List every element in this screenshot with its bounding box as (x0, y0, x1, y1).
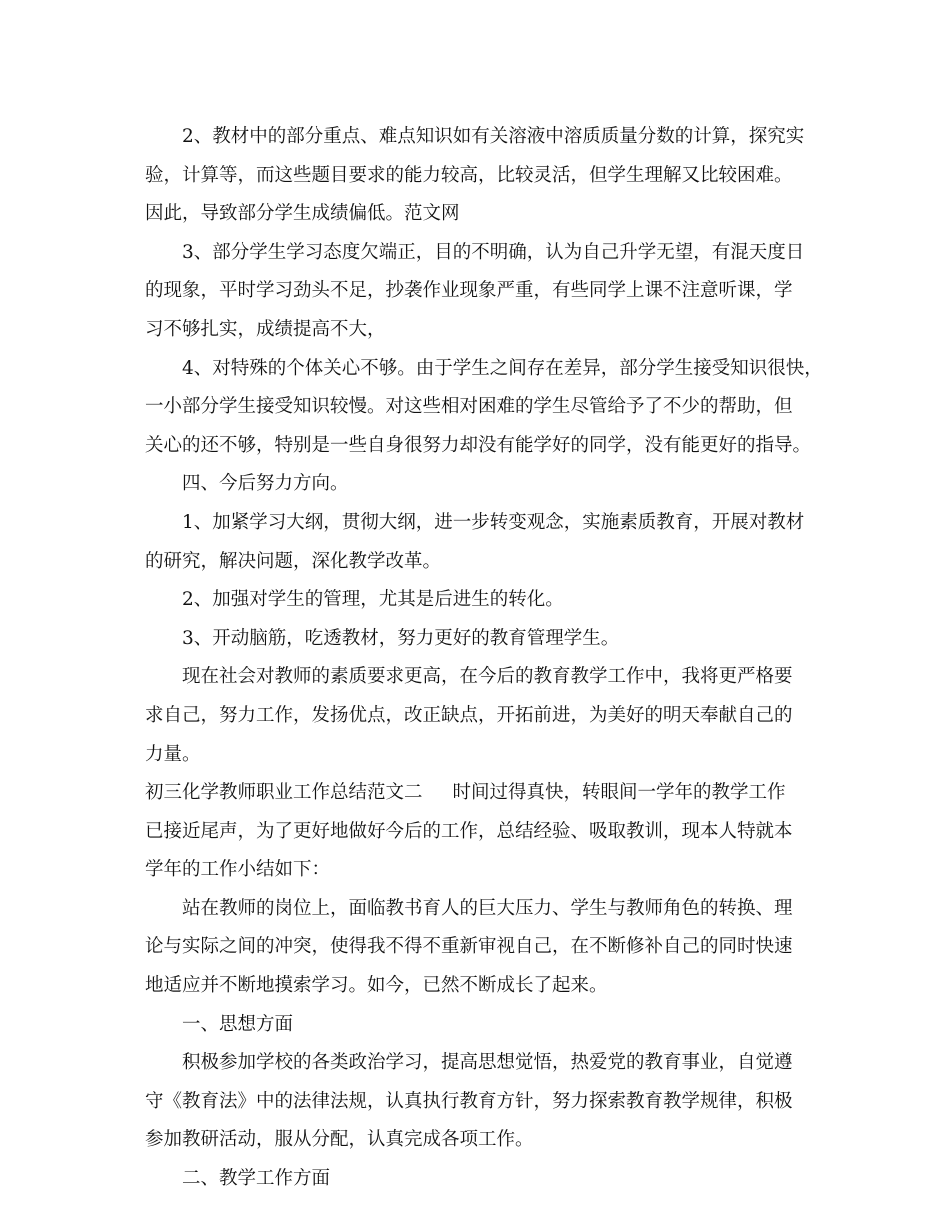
section-heading: 二、教学工作方面 (182, 1168, 331, 1190)
section-heading: 一、思想方面 (182, 1013, 294, 1035)
paragraph-line: 已接近尾声，为了更好地做好今后的工作，总结经验、吸取教训，现本人特就本 (145, 820, 793, 842)
paragraph-line: 验，计算等，而这些题目要求的能力较高，比较灵活，但学生理解又比较困难。 (145, 164, 793, 186)
paragraph-line: 现在社会对教师的素质要求更高，在今后的教育教学工作中，我将更严格要 (182, 666, 793, 688)
paragraph-line: 论与实际之间的冲突，使得我不得不重新审视自己，在不断修补自己的同时快速 (145, 936, 793, 958)
paragraph-line: 2、加强对学生的管理，尤其是后进生的转化。 (182, 589, 564, 611)
article-title: 初三化学教师职业工作总结范文二 (145, 782, 423, 804)
paragraph-line: 1、加紧学习大纲，贯彻大纲，进一步转变观念，实施素质教育，开展对教材 (182, 511, 805, 533)
paragraph-line: 习不够扎实，成绩提高不大， (145, 318, 386, 340)
paragraph-line: 一小部分学生接受知识较慢。对这些相对困难的学生尽管给予了不少的帮助，但 (145, 396, 793, 418)
paragraph-line: 2、教材中的部分重点、难点知识如有关溶液中溶质质量分数的计算，探究实 (182, 126, 805, 147)
paragraph-line: 参加教研活动，服从分配，认真完成各项工作。 (145, 1129, 534, 1151)
paragraph-line: 的研究，解决问题，深化教学改革。 (145, 550, 442, 572)
section-heading: 四、今后努力方向。 (182, 473, 349, 495)
paragraph-line: 4、对特殊的个体关心不够。由于学生之间存在差异，部分学生接受知识很快， (182, 357, 823, 379)
document-body (145, 118, 825, 1199)
paragraph-line: 因此，导致部分学生成绩偏低。范文网 (145, 203, 460, 225)
paragraph-line: 求自己，努力工作，发扬优点，改正缺点，开拓前进，为美好的明天奉献自己的 (145, 704, 793, 726)
paragraph-line: 地适应并不断地摸索学习。如今，已然不断成长了起来。 (145, 975, 608, 997)
paragraph-line: 守《教育法》中的法律法规，认真执行教育方针，努力探索教育教学规律，积极 (145, 1090, 793, 1112)
paragraph-line: 关心的还不够，特别是一些自身很努力却没有能学好的同学，没有能更好的指导。 (145, 434, 812, 456)
paragraph-line: 积极参加学校的各类政治学习，提高思想觉悟，热爱党的教育事业，自觉遵 (182, 1052, 793, 1074)
paragraph-line: 力量。 (145, 743, 201, 765)
paragraph-line: 时间过得真快，转眼间一学年的教学工作 (452, 782, 786, 804)
paragraph-line: 3、部分学生学习态度欠端正，目的不明确，认为自己升学无望，有混天度日 (182, 241, 805, 263)
paragraph-line: 学年的工作小结如下： (145, 859, 331, 881)
paragraph-line: 站在教师的岗位上，面临教书育人的巨大压力、学生与教师角色的转换、理 (182, 897, 793, 919)
paragraph-line: 的现象，平时学习劲头不足，抄袭作业现象严重，有些同学上课不注意听课，学 (145, 280, 793, 302)
paragraph-line: 3、开动脑筋，吃透教材，努力更好的教育管理学生。 (182, 627, 620, 649)
article-title-line (145, 774, 825, 813)
